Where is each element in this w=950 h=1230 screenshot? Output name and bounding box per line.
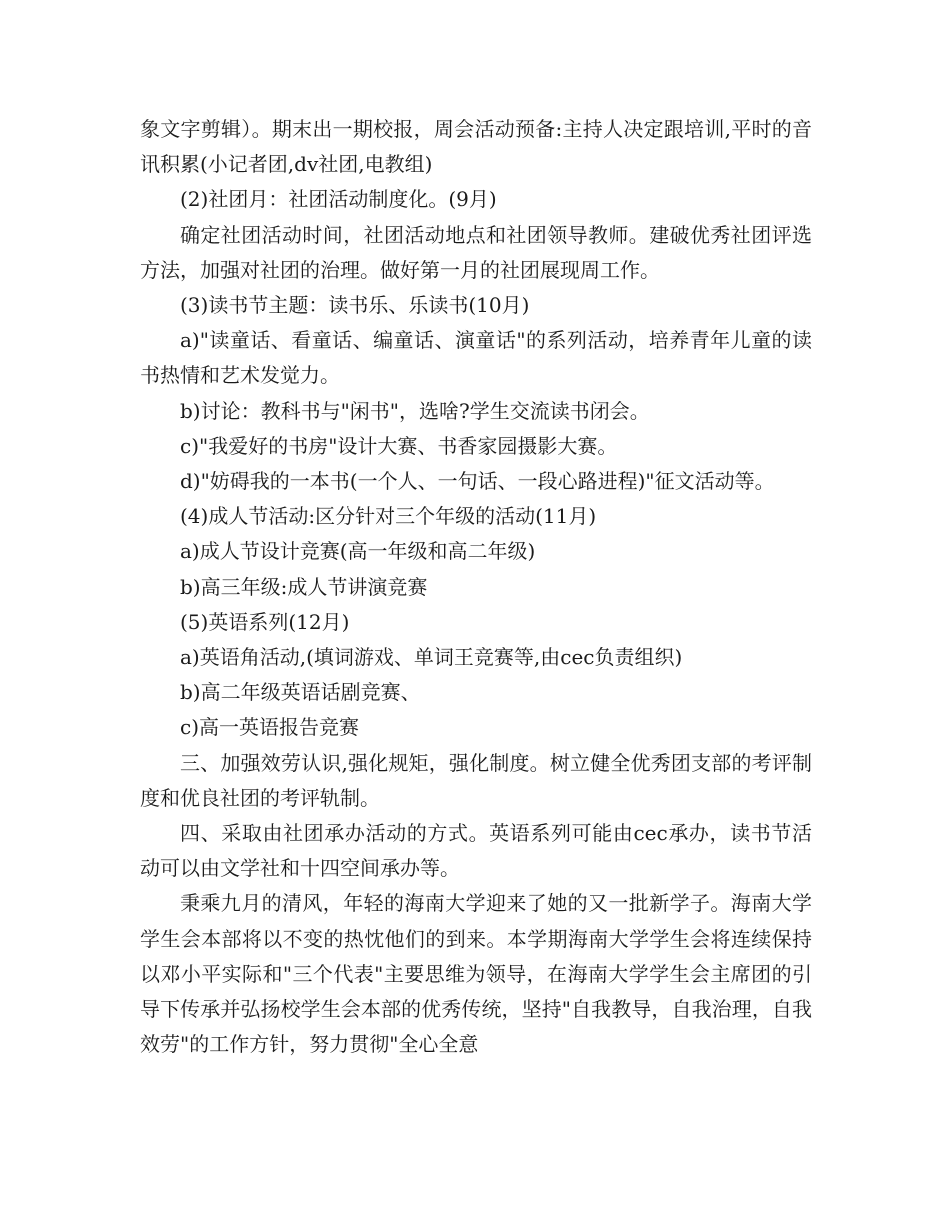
paragraph-section-four: 四、采取由社团承办活动的方式。英语系列可能由cec承办，读书节活动可以由文学社和十四空间承办等。 [140, 821, 812, 881]
paragraph-adult-item-b: b)高三年级:成人节讲演竞赛 [180, 574, 428, 599]
paragraph-section-three: 三、加强效劳认识,强化规矩，强化制度。树立健全优秀团支部的考评制度和优良社团的考评轨制。 [140, 750, 812, 810]
paragraph-club-month-heading: (2)社团月：社团活动制度化。(9月) [180, 187, 497, 212]
paragraph-reading-festival-heading: (3)读书节主题：读书乐、乐读书(10月) [180, 293, 530, 318]
paragraph-reading-item-a: a)"读童话、看童话、编童话、演童话"的系列活动，培养青年儿童的读书热情和艺术发觉力。 [140, 328, 812, 388]
paragraph-reading-item-d: d)"妨碍我的一本书(一个人、一句话、一段心路进程)"征文活动等。 [180, 469, 775, 494]
paragraph-news-archive: 象文字剪辑）。期末出一期校报，周会活动预备:主持人决定跟培训,平时的音讯积累(小记者团,dv社团,电教组) [140, 117, 812, 177]
paragraph-club-month-body: 确定社团活动时间，社团活动地点和社团领导教师。建破优秀社团评选方法，加强对社团的治理。做好第一月的社团展现周工作。 [140, 222, 812, 282]
paragraph-reading-item-c: c)"我爱好的书房"设计大赛、书香家园摄影大赛。 [180, 433, 618, 458]
paragraph-adult-festival-heading: (4)成人节活动:区分针对三个年级的活动(11月) [180, 504, 597, 529]
paragraph-reading-item-b: b)讨论：教科书与"闲书"，选啥?学生交流读书闭会。 [180, 398, 650, 423]
paragraph-english-item-a: a)英语角活动,(填词游戏、单词王竞赛等,由cec负责组织) [180, 645, 683, 670]
paragraph-student-union-intro: 秉乘九月的清风，年轻的海南大学迎来了她的又一批新学子。海南大学学生会本部将以不变的热忱他们的到来。本学期海南大学学生会将连续保持以邓小平实际和"三个代表"主要思维为领导，在海南大学学生会主席团的引导下传承并弘扬校学生会本部的优秀传统，坚持"自我教导，自我治理，自我效劳"的工作方针，努力贯彻"全心全意 [140, 891, 812, 1057]
paragraph-english-series-heading: (5)英语系列(12月) [180, 609, 350, 634]
paragraph-english-item-c: c)高一英语报告竞赛 [180, 715, 360, 740]
paragraph-english-item-b: b)高二年级英语话剧竞赛、 [180, 680, 421, 705]
document-page [140, 112, 812, 1062]
paragraph-adult-item-a: a)成人节设计竞赛(高一年级和高二年级) [180, 539, 536, 564]
